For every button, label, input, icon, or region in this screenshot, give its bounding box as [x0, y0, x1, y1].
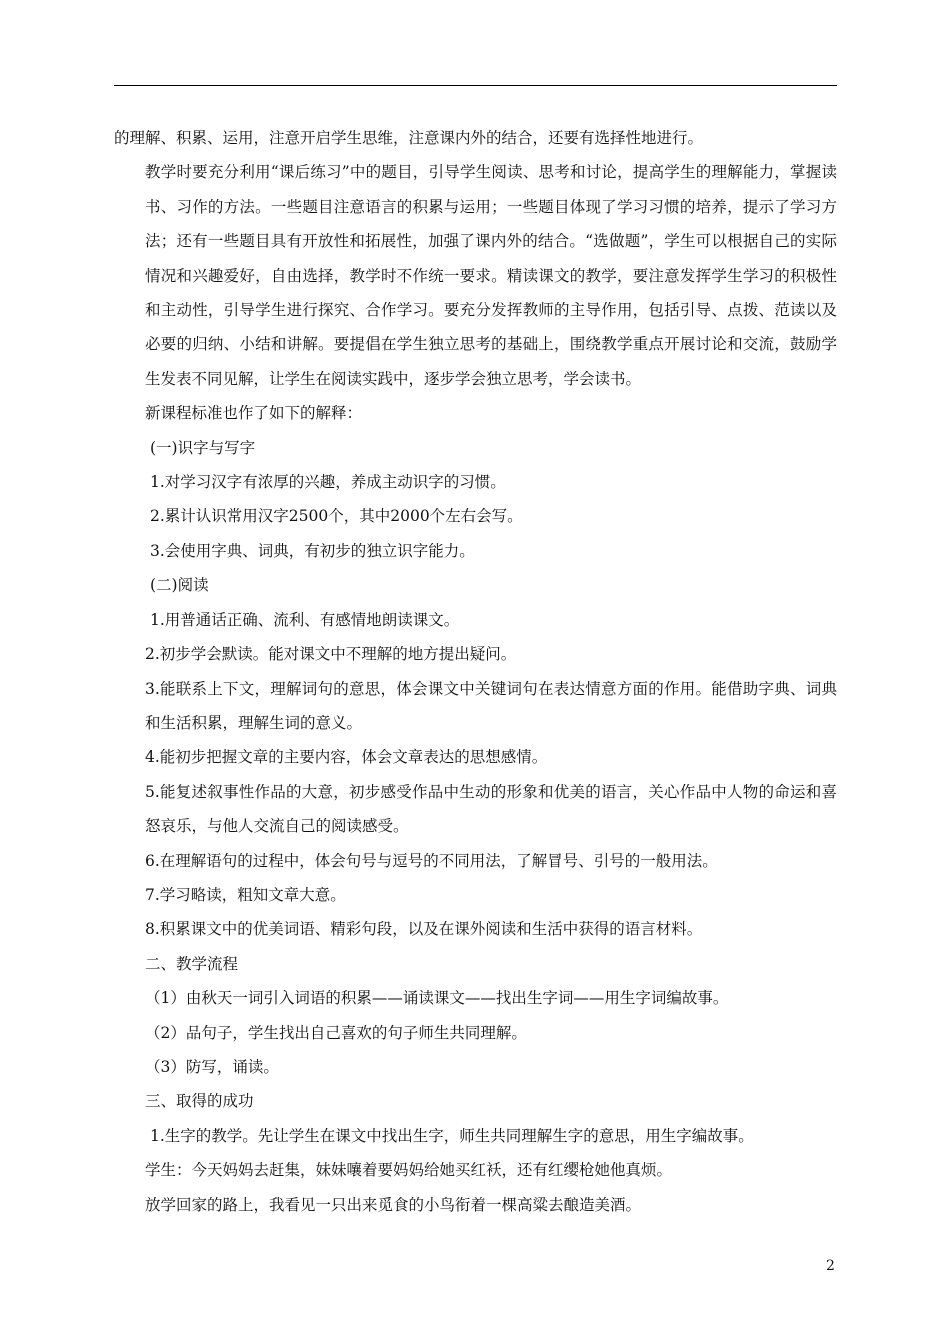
list-item-reading-3: 3.能联系上下文，理解词句的意思，体会课文中关键词句在表达情意方面的作用。能借助字典、词典和生活积累，理解生词的意义。	[145, 679, 837, 732]
list-item-reading-7: 7.学习略读，粗知文章大意。	[145, 885, 346, 904]
heading-literacy: (一)识字与写字	[150, 438, 256, 457]
process-step-3: （3）防写，诵读。	[145, 1057, 279, 1076]
achievement-item-1: 1.生字的教学。先让学生在课文中找出生字，师生共同理解生字的意思，用生字编故事。	[150, 1126, 754, 1145]
list-item-reading-5: 5.能复述叙事性作品的大意，初步感受作品中生动的形象和优美的语言，关心作品中人物的命运和喜怒哀乐，与他人交流自己的阅读感受。	[145, 782, 837, 836]
list-item-reading-4: 4.能初步把握文章的主要内容，体会文章表达的思想感情。	[145, 748, 548, 767]
list-item-reading-2: 2.初步学会默读。能对课文中不理解的地方提出疑问。	[145, 645, 517, 664]
header-rule	[114, 85, 837, 86]
page-number: 2	[826, 1258, 835, 1274]
list-item-reading-8: 8.积累课文中的优美词语、精彩句段，以及在课外阅读和生活中获得的语言材料。	[145, 920, 703, 939]
list-item-reading-1: 1.用普通话正确、流利、有感情地朗读课文。	[150, 610, 460, 629]
heading-achievements: 三、取得的成功	[145, 1092, 254, 1111]
list-item-literacy-2: 2.累计认识常用汉字2500个，其中2000个左右会写。	[150, 507, 523, 526]
list-item-literacy-3: 3.会使用字典、词典，有初步的独立识字能力。	[150, 541, 475, 560]
student-example-2: 放学回家的路上，我看见一只出来觅食的小鸟衔着一棵高粱去酿造美酒。	[145, 1195, 642, 1214]
paragraph-standard-intro: 新课程标准也作了如下的解释：	[145, 404, 363, 423]
paragraph-teaching-notes: 教学时要充分利用“课后练习”中的题目，引导学生阅读、思考和讨论，提高学生的理解能力，掌握读书、习作的方法。一些题目注意语言的积累与运用；一些题目体现了学习习惯的培养，提示了学习方法；还有一些题目具有开放性和拓展性，加强了课内外的结合。“选做题”，学生可以根据自己的实际情况和兴趣爱好，自由选择，教学时不作统一要求。精读课文的教学，要注意发挥学生学习的积极性和主动性，引导学生进行探究、合作学习。要充分发挥教师的主导作用，包括引导、点拨、范读以及必要的归纳、小结和讲解。要提倡在学生独立思考的基础上，围绕教学重点开展讨论和交流，鼓励学生发表不同见解，让学生在阅读实践中，逐步学会独立思考，学会读书。	[145, 163, 837, 388]
process-step-2: （2）品句子，学生找出自己喜欢的句子师生共同理解。	[145, 1023, 527, 1042]
student-example-1: 学生：今天妈妈去赶集，妹妹嚷着要妈妈给她买红袄，还有红缨枪她他真烦。	[145, 1161, 673, 1180]
document-body	[114, 121, 837, 1222]
process-step-1: （1）由秋天一词引入词语的积累——诵读课文——找出生字词——用生字词编故事。	[145, 989, 729, 1008]
list-item-reading-6: 6.在理解语句的过程中，体会句号与逗号的不同用法，了解冒号、引号的一般用法。	[145, 851, 718, 870]
heading-teaching-process: 二、教学流程	[145, 954, 239, 973]
paragraph-continuation: 的理解、积累、运用，注意开启学生思维，注意课内外的结合，还要有选择性地进行。	[114, 129, 704, 147]
list-item-literacy-1: 1.对学习汉字有浓厚的兴趣，养成主动识字的习惯。	[150, 473, 506, 492]
heading-reading: (二)阅读	[150, 576, 209, 595]
